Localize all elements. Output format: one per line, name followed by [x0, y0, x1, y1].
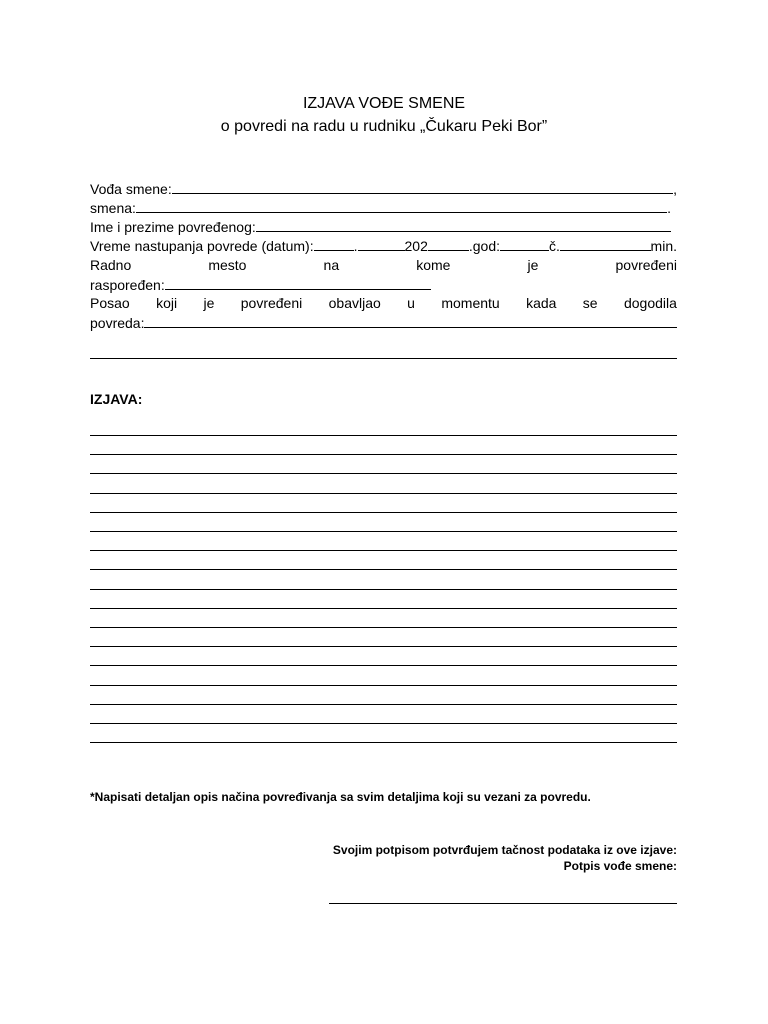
field-job-continued — [90, 313, 677, 333]
job-blank[interactable] — [144, 313, 677, 328]
job-word: je — [203, 295, 215, 311]
note-asterisk: * — [90, 790, 95, 804]
confirmation-text: Svojim potpisom potvrđujem tačnost podataka iz ove izjave: — [332, 843, 677, 857]
statement-line[interactable] — [90, 435, 677, 436]
workplace-word: na — [323, 257, 340, 273]
statement-line[interactable] — [90, 473, 677, 474]
field-workplace-continued — [90, 275, 677, 295]
statement-line[interactable] — [90, 569, 677, 570]
field-shift — [90, 198, 677, 218]
statement-line[interactable] — [90, 665, 677, 666]
injury-minute-label: min. — [650, 238, 677, 254]
signature-line[interactable] — [329, 903, 677, 904]
injured-name-blank[interactable] — [256, 217, 671, 232]
statement-line[interactable] — [90, 531, 677, 532]
shift-end: . — [667, 200, 671, 216]
injury-year-blank[interactable] — [428, 236, 469, 251]
shift-label: smena: — [90, 200, 136, 216]
job-word: kada — [526, 295, 557, 311]
workplace-word: mesto — [208, 257, 247, 273]
statement-line[interactable] — [90, 685, 677, 686]
statement-line[interactable] — [90, 646, 677, 647]
job-word: dogodila — [623, 295, 677, 311]
workplace-word: povređeni — [615, 257, 677, 273]
workplace-cont-label: raspoređen: — [90, 277, 165, 293]
injury-year-prefix: 202 — [404, 238, 428, 254]
field-job — [90, 294, 677, 313]
job-word: se — [582, 295, 598, 311]
statement-line[interactable] — [90, 454, 677, 455]
injury-minute-blank[interactable] — [560, 236, 651, 251]
statement-line[interactable] — [90, 493, 677, 494]
statement-line[interactable] — [90, 723, 677, 724]
job-word: Posao — [90, 295, 130, 311]
job-extra-line[interactable] — [90, 358, 677, 359]
shift-blank[interactable] — [136, 198, 667, 213]
field-injured-name — [90, 217, 677, 237]
injury-hour-blank[interactable] — [500, 236, 549, 251]
statement-line[interactable] — [90, 704, 677, 705]
statement-line[interactable] — [90, 742, 677, 743]
document-subtitle: o povredi na radu u rudniku „Čukaru Peki Bor” — [220, 118, 548, 135]
job-cont-label: povreda: — [90, 315, 145, 331]
statement-line[interactable] — [90, 550, 677, 551]
document-title: IZJAVA VOĐE SMENE — [302, 95, 466, 112]
statement-heading: IZJAVA: — [90, 391, 143, 407]
injured-name-label: Ime i prezime povređenog: — [90, 219, 256, 235]
job-word: koji — [156, 295, 178, 311]
note-text: Napisati detaljan opis načina povređivanja sa svim detaljima koji su vezani za povredu. — [94, 790, 591, 804]
field-injury-time — [90, 236, 677, 256]
job-word: u — [407, 295, 415, 311]
shift-leader-blank[interactable] — [172, 179, 673, 194]
injury-time-label: Vreme nastupanja povrede (datum): — [90, 238, 314, 254]
injury-day-blank[interactable] — [314, 236, 354, 251]
job-word: obavljao — [328, 295, 381, 311]
field-workplace — [90, 256, 677, 275]
statement-line[interactable] — [90, 627, 677, 628]
injury-time-dot: . — [353, 238, 358, 254]
shift-leader-end: , — [673, 181, 677, 197]
injury-hour-label: č. — [549, 238, 560, 254]
injury-month-blank[interactable] — [358, 236, 405, 251]
job-word: momentu — [441, 295, 500, 311]
statement-line[interactable] — [90, 512, 677, 513]
instruction-note — [90, 789, 591, 805]
field-shift-leader — [90, 179, 677, 199]
statement-line[interactable] — [90, 608, 677, 609]
workplace-word: kome — [416, 257, 451, 273]
signature-label: Potpis vođe smene: — [563, 859, 677, 873]
statement-line[interactable] — [90, 589, 677, 590]
workplace-word: Radno — [90, 257, 132, 273]
injury-year-suffix: .god: — [468, 238, 500, 254]
job-word: povređeni — [240, 295, 303, 311]
shift-leader-label: Vođa smene: — [90, 181, 172, 197]
workplace-blank[interactable] — [165, 275, 431, 290]
workplace-word: je — [527, 257, 539, 273]
